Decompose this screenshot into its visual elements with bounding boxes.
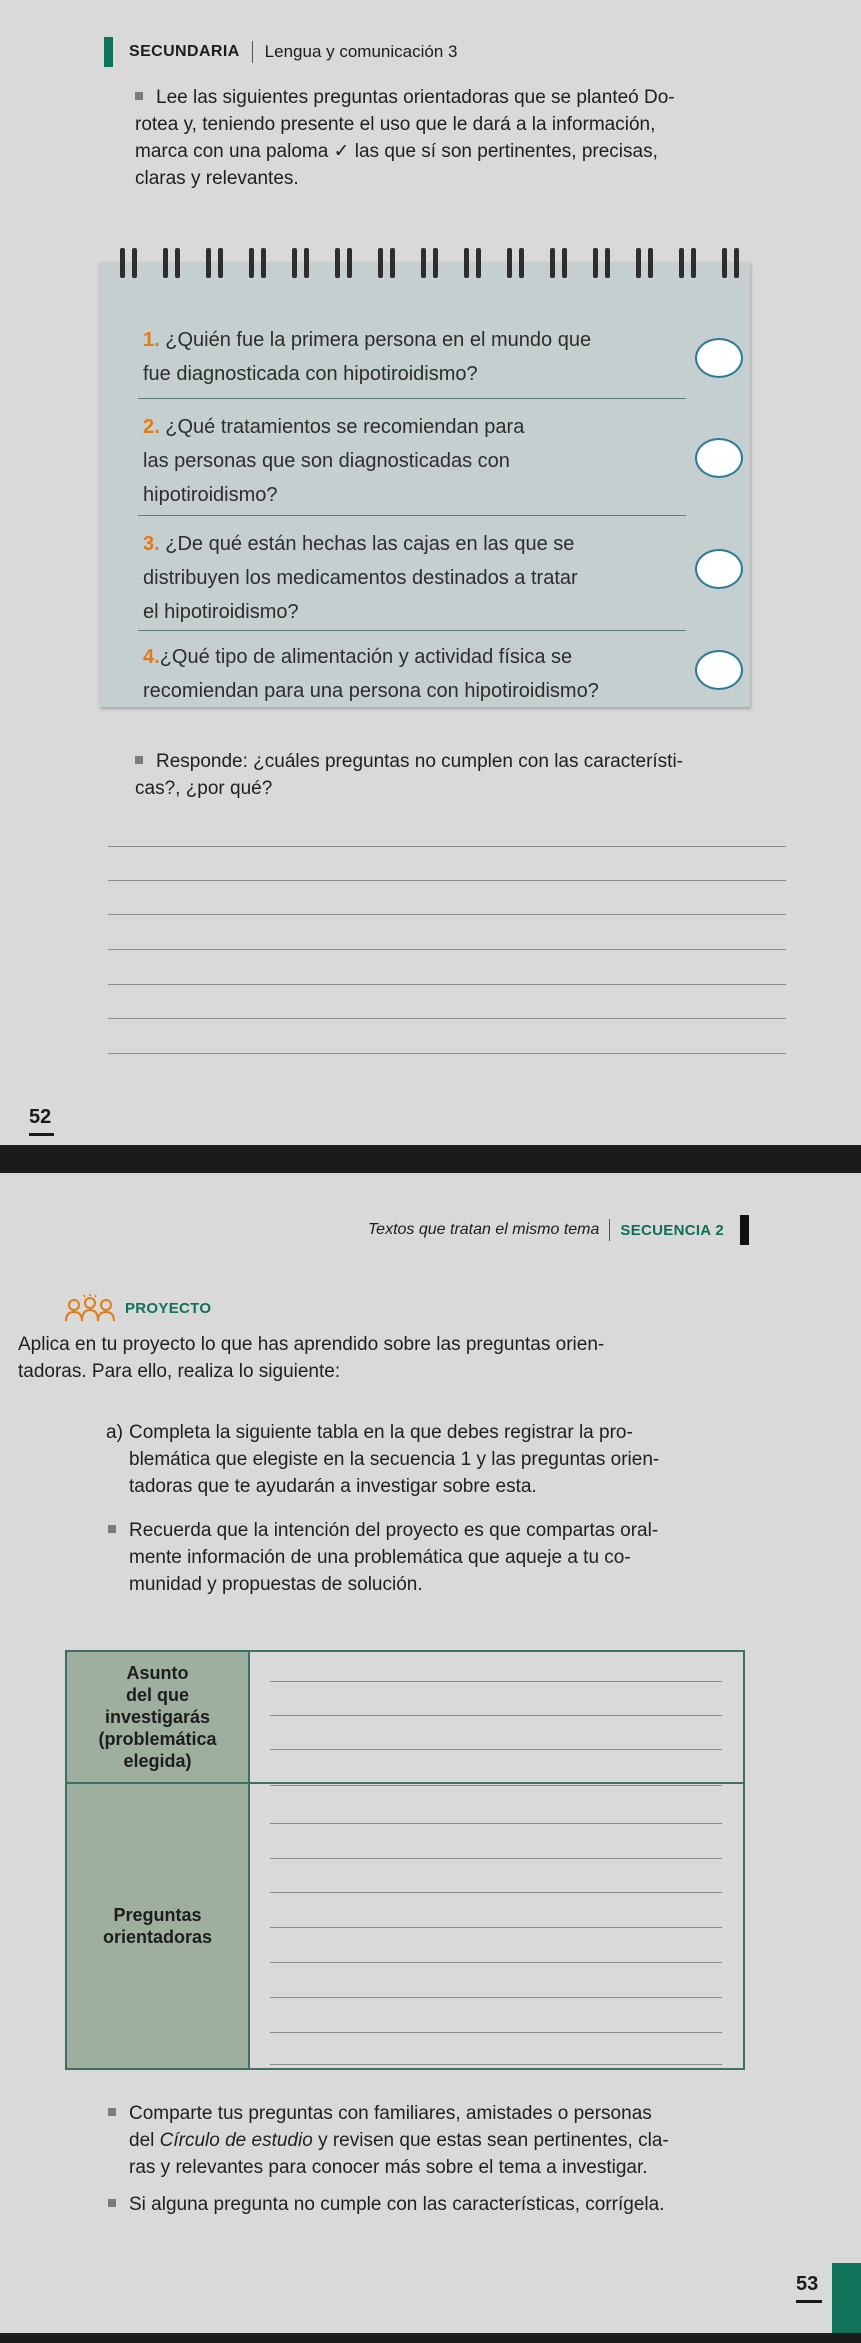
question-1: 1. ¿Quién fue la primera persona en el mundo que fue diagnosticada con hipotiroidismo? [143,329,592,385]
table-row-divider [250,1782,743,1784]
question-write-line[interactable] [270,1858,722,1859]
header-accent-bar [104,37,113,67]
instruction-a: a) Completa la siguiente tabla en la que debes registrar la pro- blemática que elegiste en la secuencia 1 y las preguntas orien- tadoras que te ayudarán a investigar sobre esta. [106,1422,660,1497]
divider [138,630,686,631]
remember-note: Recuerda que la intención del proyecto es que compartas oral- mente información de una problemática que aqueje a tu co- munidad y propuestas de solución. [108,1517,658,1598]
project-table [65,1650,745,2070]
project-heading [65,1293,211,1323]
header-section: SECUNDARIA [129,43,240,60]
question-write-line[interactable] [270,1962,722,1963]
respond-instruction: Responde: ¿cuáles preguntas no cumplen con las característi- cas?, ¿por qué? [135,751,683,799]
question-write-line[interactable] [270,1927,722,1928]
header-divider [609,1219,610,1241]
page-edge-tab [832,2263,861,2333]
answer-line[interactable] [108,880,786,881]
topic-write-line[interactable] [270,1749,722,1750]
table-label-topic: Asunto del que investigarás (problemática elegida) [67,1652,250,1784]
question-2-check-circle[interactable] [695,438,743,478]
question-3-check-circle[interactable] [695,549,743,589]
answer-line[interactable] [108,846,786,847]
answer-line[interactable] [108,914,786,915]
bullet-square-icon [135,756,143,764]
header-title: Textos que tratan el mismo tema [367,1221,600,1238]
topic-write-line[interactable] [270,1715,722,1716]
page-number: 53 [796,2273,818,2296]
answer-line[interactable] [108,1018,786,1019]
page-53 [0,1173,861,2333]
question-4: 4.¿Qué tipo de alimentación y actividad física se recomiendan para una persona con hipotiroidismo? [143,646,599,702]
answer-line[interactable] [108,949,786,950]
header-subject: Lengua y comunicación 3 [264,42,458,61]
answer-line[interactable] [108,1053,786,1054]
share-note: Comparte tus preguntas con familiares, amistades o personas del Círculo de estudio y revisen que estas sean pertinentes, cla- ras y relevantes para conocer más sobre el tema a investigar. [108,2100,669,2181]
topic-write-line[interactable] [270,1681,722,1682]
answer-line[interactable] [108,984,786,985]
notepad-spiral-rings [120,248,760,280]
question-write-line[interactable] [270,2064,722,2065]
bullet-square-icon [135,92,143,100]
question-write-line[interactable] [270,1823,722,1824]
project-label: PROYECTO [125,1299,212,1317]
fix-note: Si alguna pregunta no cumple con las características, corrígela. [108,2191,664,2218]
bullet-square-icon [108,2199,116,2207]
bullet-square-icon [108,2108,116,2116]
table-label-questions: Preguntas orientadoras [67,1784,250,2068]
question-write-line[interactable] [270,1892,722,1893]
header-divider [252,41,253,63]
question-4-check-circle[interactable] [695,650,743,690]
project-intro: Aplica en tu proyecto lo que has aprendido sobre las preguntas orien- tadoras. Para ello, realiza lo siguiente: [18,1334,605,1382]
bullet-square-icon [108,1525,116,1533]
page-header [368,1215,749,1245]
divider [138,515,686,516]
people-group-icon [65,1294,115,1322]
intro-instruction: Lee las siguientes preguntas orientadoras que se planteó Do- rotea y, teniendo presente el uso que le dará a la información, marca con una paloma ✓ las que sí son pertinentes, precisas, claras y relevantes. [135,87,675,189]
divider [138,398,686,399]
page-number: 52 [29,1106,51,1129]
question-write-line[interactable] [270,2032,722,2033]
page-header [104,37,457,67]
header-accent-bar [740,1215,749,1245]
question-1-check-circle[interactable] [695,338,743,378]
question-3: 3. ¿De qué están hechas las cajas en las que se distribuyen los medicamentos destinados a tratar el hipotiroidismo? [143,533,578,623]
page-52 [0,0,861,1145]
header-sequence: SECUENCIA 2 [620,1221,724,1239]
question-write-line[interactable] [270,1997,722,1998]
topic-write-line[interactable] [270,1785,722,1786]
question-2: 2. ¿Qué tratamientos se recomiendan para las personas que son diagnosticadas con hipotiroidismo? [143,416,525,506]
